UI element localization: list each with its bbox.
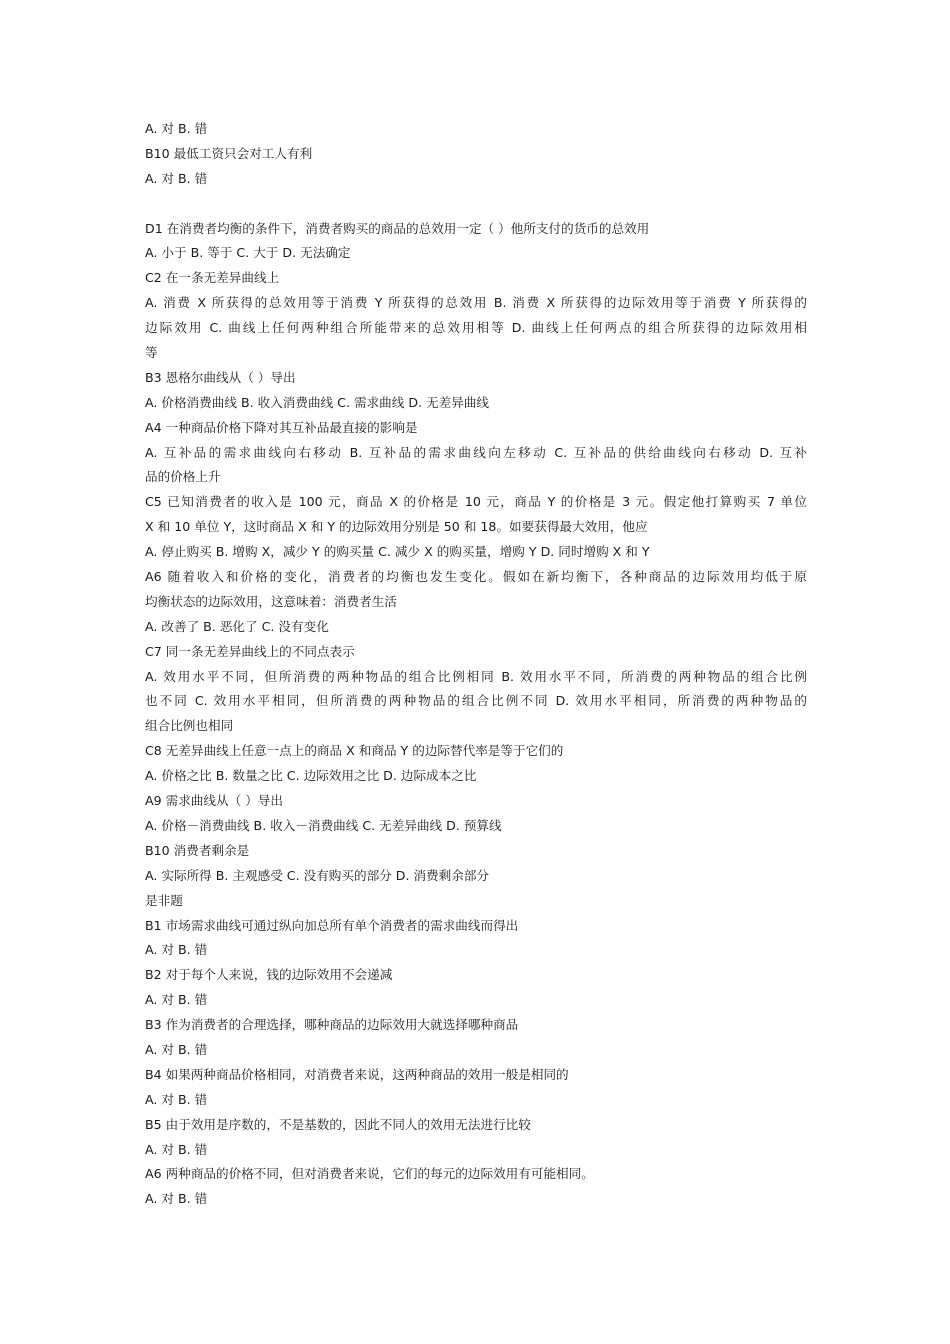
question-text: D1 在消费者均衡的条件下，消费者购买的商品的总效用一定（ ）他所支付的货币的总效用 bbox=[145, 220, 650, 236]
question-text: B3 作为消费者的合理选择，哪种商品的边际效用大就选择哪种商品 bbox=[145, 1017, 519, 1033]
document-body bbox=[145, 117, 807, 1212]
answer-options: A. 互补品的需求曲线向右移动 B. 互补品的需求曲线向左移动 C. 互补品的供给曲线向右移动 D. 互补 bbox=[145, 444, 807, 460]
blank-line bbox=[145, 192, 807, 217]
answer-options-continued: 也不同 C. 效用水平相同，但所消费的两种物品的组合比例不同 D. 效用水平相同，所消费的两种物品的 bbox=[145, 693, 807, 709]
question-text-continued: X 和 10 单位 Y，这时商品 X 和 Y 的边际效用分别是 50 和 18。如要获得最大效用，他应 bbox=[145, 519, 648, 535]
question-text: A4 一种商品价格下降对其互补品最直接的影响是 bbox=[145, 419, 418, 435]
question-text: A6 两种商品的价格不同，但对消费者来说，它们的每元的边际效用有可能相同。 bbox=[145, 1166, 594, 1182]
answer-options: A. 对 B. 错 bbox=[145, 942, 208, 958]
question-text: A6 随着收入和价格的变化，消费者的均衡也发生变化。假如在新均衡下，各种商品的边际效用均低于原 bbox=[145, 569, 807, 585]
answer-options: A. 消费 X 所获得的总效用等于消费 Y 所获得的总效用 B. 消费 X 所获得的边际效用等于消费 Y 所获得的 bbox=[145, 295, 807, 311]
answer-options: A. 价格消费曲线 B. 收入消费曲线 C. 需求曲线 D. 无差异曲线 bbox=[145, 394, 490, 410]
answer-options: A. 效用水平不同，但所消费的两种物品的组合比例相同 B. 效用水平不同，所消费的两种物品的组合比例 bbox=[145, 668, 807, 684]
question-text: B1 市场需求曲线可通过纵向加总所有单个消费者的需求曲线而得出 bbox=[145, 917, 519, 933]
question-text: C2 在一条无差异曲线上 bbox=[145, 270, 280, 286]
answer-options-continued: 组合比例也相同 bbox=[145, 718, 234, 734]
answer-options: A. 对 B. 错 bbox=[145, 170, 208, 186]
answer-options: A. 对 B. 错 bbox=[145, 1141, 208, 1157]
answer-options: A. 对 B. 错 bbox=[145, 121, 208, 136]
question-text-continued: 均衡状态的边际效用，这意味着：消费者生活 bbox=[145, 593, 397, 609]
answer-options-continued: 边际效用 C. 曲线上任何两种组合所能带来的总效用相等 D. 曲线上任何两点的组合所获得的边际效用相 bbox=[145, 320, 807, 336]
answer-options: A. 价格－消费曲线 B. 收入－消费曲线 C. 无差异曲线 D. 预算线 bbox=[145, 817, 502, 833]
section-heading: 是非题 bbox=[145, 892, 183, 908]
answer-options: A. 对 B. 错 bbox=[145, 1091, 208, 1107]
answer-options: A. 对 B. 错 bbox=[145, 1041, 208, 1057]
answer-options: A. 实际所得 B. 主观感受 C. 没有购买的部分 D. 消费剩余部分 bbox=[145, 867, 490, 883]
question-text: B10 最低工资只会对工人有利 bbox=[145, 145, 313, 161]
question-text: C5 已知消费者的收入是 100 元，商品 X 的价格是 10 元，商品 Y 的价格是 3 元。假定他打算购买 7 单位 bbox=[145, 494, 807, 510]
question-text: B10 消费者剩余是 bbox=[145, 842, 250, 858]
question-text: C7 同一条无差异曲线上的不同点表示 bbox=[145, 643, 355, 659]
answer-options: A. 对 B. 错 bbox=[145, 992, 208, 1008]
question-text: B2 对于每个人来说，钱的边际效用不会递减 bbox=[145, 967, 393, 983]
question-text: A9 需求曲线从（ ）导出 bbox=[145, 793, 283, 809]
answer-options-continued: 品的价格上升 bbox=[145, 469, 221, 485]
answer-options: A. 改善了 B. 恶化了 C. 没有变化 bbox=[145, 618, 329, 634]
question-text: B3 恩格尔曲线从（ ）导出 bbox=[145, 369, 296, 385]
answer-options: A. 价格之比 B. 数量之比 C. 边际效用之比 D. 边际成本之比 bbox=[145, 768, 477, 784]
question-text: B5 由于效用是序数的，不是基数的，因此不同人的效用无法进行比较 bbox=[145, 1116, 531, 1132]
question-text: C8 无差异曲线上任意一点上的商品 X 和商品 Y 的边际替代率是等于它们的 bbox=[145, 743, 564, 759]
answer-options: A. 对 B. 错 bbox=[145, 1191, 208, 1207]
answer-options: A. 小于 B. 等于 C. 大于 D. 无法确定 bbox=[145, 245, 351, 261]
question-text: B4 如果两种商品价格相同，对消费者来说，这两种商品的效用一般是相同的 bbox=[145, 1066, 569, 1082]
answer-options-continued: 等 bbox=[145, 345, 158, 361]
answer-options: A. 停止购买 B. 增购 X，减少 Y 的购买量 C. 减少 X 的购买量，增购 Y D. 同时增购 X 和 Y bbox=[145, 544, 650, 560]
